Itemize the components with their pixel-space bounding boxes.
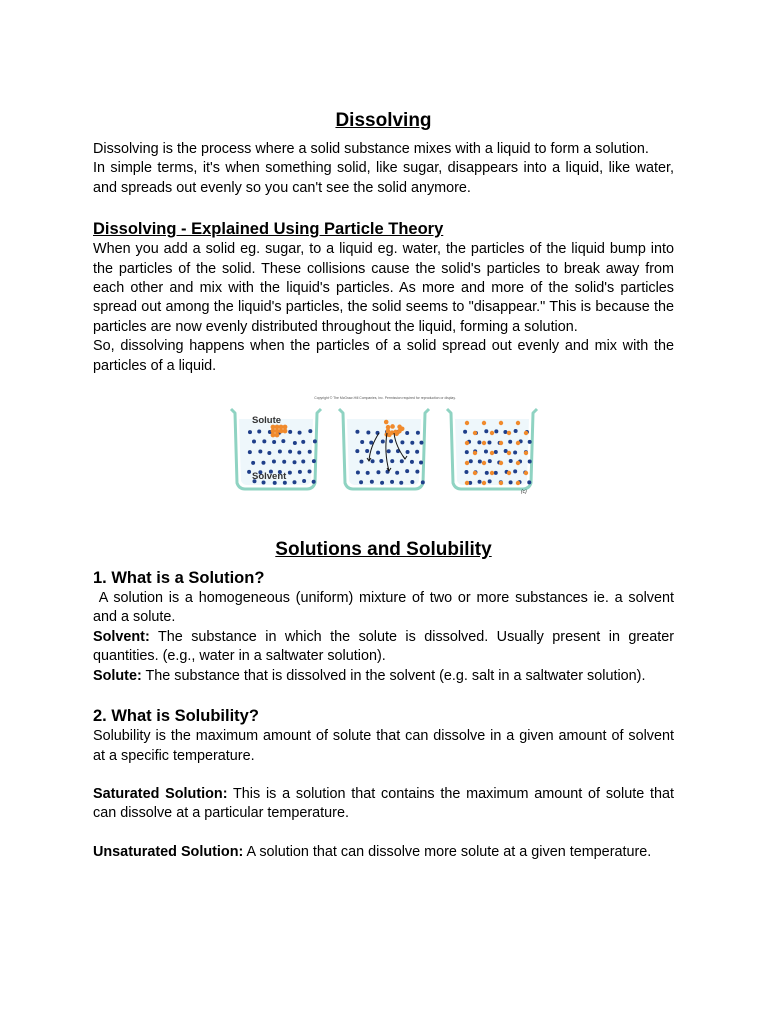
solvent-particle (405, 431, 409, 435)
solvent-particle (301, 440, 305, 444)
solvent-particle (288, 471, 292, 475)
solute-particle (482, 421, 486, 425)
solute-text: The substance that is dissolved in the solvent (e.g. salt in a saltwater solution). (141, 667, 646, 684)
solvent-particle (371, 459, 375, 463)
solvent-particle (399, 481, 403, 485)
solvent-particle (488, 479, 492, 483)
solvent-particle (469, 459, 473, 463)
solvent-particle (410, 460, 414, 464)
solvent-particle (380, 481, 384, 485)
solvent-particle (381, 440, 385, 444)
solvent-particle (410, 480, 414, 484)
solvent-particle (366, 471, 370, 475)
solvent-particle (390, 480, 394, 484)
solvent-particle (248, 430, 252, 434)
solvent-particle (478, 460, 482, 464)
title-solutions-solubility: Solutions and Solubility (275, 539, 492, 561)
solvent-particle (312, 459, 316, 463)
solute-particle (524, 431, 528, 435)
solute-particle (524, 471, 528, 475)
solvent-particle (293, 460, 297, 464)
solvent-particle (262, 439, 266, 443)
solvent-particle (419, 461, 423, 465)
solute-particle (465, 461, 469, 465)
solvent-particle (464, 470, 468, 474)
solvent-particle (272, 460, 276, 464)
unsaturated-definition (93, 843, 674, 862)
solvent-particle (258, 450, 262, 454)
solvent-particle (477, 440, 481, 444)
solvent-particle (509, 480, 513, 484)
solute-definition (93, 667, 674, 686)
heading-what-is-solution: 1. What is a Solution? (93, 569, 265, 588)
solvent-particle (366, 431, 370, 435)
saturated-term: Saturated Solution: (93, 785, 228, 802)
solvent-particle (494, 429, 498, 433)
solute-particle (465, 441, 469, 445)
solvent-particle (272, 440, 276, 444)
solvent-particle (360, 440, 364, 444)
solute-particle (516, 441, 520, 445)
solvent-particle (267, 451, 271, 455)
solvent-particle (494, 471, 498, 475)
solvent-particle (301, 460, 305, 464)
solvent-particle (376, 470, 380, 474)
solvent-particle (376, 451, 380, 455)
solvent-particle (379, 459, 383, 463)
solvent-particle (251, 461, 255, 465)
solute-particle (490, 451, 494, 455)
solvent-particle (359, 460, 363, 464)
solvent-particle (261, 461, 265, 465)
intro-paragraph-1: Dissolving is the process where a solid substance mixes with a liquid to form a solution. (93, 141, 649, 157)
solute-particle (499, 421, 503, 425)
solvent-particle (494, 450, 498, 454)
solvent-particle (297, 451, 301, 455)
solvent-particle (508, 440, 512, 444)
solvent-particle (405, 469, 409, 473)
solvent-particle (355, 430, 359, 434)
saturated-text: This is a solution that contains the maximum amount of solute that can dissolve at a particular temperature. (93, 785, 674, 822)
solvent-particle (376, 431, 380, 435)
solvent-particle (410, 441, 414, 445)
solvent-particle (248, 450, 252, 454)
solute-particle (473, 431, 477, 435)
solvent-particle (370, 480, 374, 484)
solvent-particle (298, 431, 302, 435)
solute-particle (384, 420, 389, 425)
solute-particle (473, 451, 477, 455)
solvent-particle (485, 471, 489, 475)
solvent-particle (509, 459, 513, 463)
unsaturated-term: Unsaturated Solution: (93, 843, 244, 860)
solubility-definition: Solubility is the maximum amount of solute that can dissolve in a given amount of solvent at a specific temperature. (93, 728, 674, 764)
solute-particle (390, 424, 395, 429)
intro-paragraph-2: In simple terms, it's when something solid, like sugar, disappears into a liquid, like water, and spreads out evenly so you can't see the solid anymore. (93, 160, 674, 196)
dissolving-figure (93, 387, 674, 537)
solvent-particle (302, 479, 306, 483)
solvent-term: Solvent: (93, 628, 150, 645)
solution-definition: A solution is a homogeneous (uniform) mixture of two or more substances ie. a solvent and a solute. (93, 590, 678, 626)
solute-particle (499, 441, 503, 445)
solvent-particle (416, 431, 420, 435)
solute-term: Solute: (93, 667, 142, 684)
solvent-particle (365, 449, 369, 453)
solute-particle (465, 421, 469, 425)
solute-particle (507, 431, 511, 435)
solvent-particle (415, 470, 419, 474)
solute-particle (490, 471, 494, 475)
solvent-particle (387, 449, 391, 453)
solvent-particle (308, 450, 312, 454)
solvent-particle (312, 480, 316, 484)
solvent-particle (514, 429, 518, 433)
title-dissolving: Dissolving (335, 110, 432, 131)
solvent-particle (419, 441, 423, 445)
solvent-particle (478, 480, 482, 484)
solute-particle (490, 431, 494, 435)
solvent-particle (282, 460, 286, 464)
solvent-particle (308, 470, 312, 474)
solute-particle (499, 461, 503, 465)
solvent-particle (298, 470, 302, 474)
solvent-text: The substance in which the solute is dissolved. Usually present in greater quantities. (e.g., water in a saltwater solution). (93, 628, 674, 665)
solvent-particle (292, 480, 296, 484)
solvent-particle (484, 429, 488, 433)
solvent-particle (356, 471, 360, 475)
solvent-particle (465, 450, 469, 454)
solvent-particle (488, 459, 492, 463)
solvent-particle (484, 450, 488, 454)
particle-theory-paragraph-1: When you add a solid eg. sugar, to a liquid eg. water, the particles of the liquid bump into the particles of the solid. These collisions cause the solid's particles to break away from each other and mix with the liquid's particles. As more and more of the solid's particles spread out among the liquid's particles, the solid seems to "disappear." This is because the particles are now evenly distributed throughout the liquid, forming a solution. (93, 241, 674, 335)
label-solute: Solute (252, 415, 282, 427)
solvent-particle (487, 441, 491, 445)
solvent-particle (288, 430, 292, 434)
solute-particle (516, 421, 520, 425)
saturated-definition (93, 785, 674, 824)
solvent-particle (527, 480, 531, 484)
solvent-particle (400, 440, 404, 444)
solvent-particle (528, 440, 532, 444)
beakers-illustration (225, 395, 545, 507)
solute-particle (516, 481, 520, 485)
solute-particle (397, 429, 402, 434)
solvent-particle (293, 441, 297, 445)
solute-particle (516, 461, 520, 465)
unsaturated-text: A solution that can dissolve more solute at a given temperature. (243, 843, 652, 860)
label-solvent: Solvent (252, 471, 287, 483)
solvent-particle (278, 450, 282, 454)
solvent-particle (415, 450, 419, 454)
solvent-particle (355, 449, 359, 453)
solute-particle (283, 429, 288, 434)
solvent-particle (513, 451, 517, 455)
solute-particle (386, 425, 391, 430)
solute-particle (499, 481, 503, 485)
solvent-particle (503, 430, 507, 434)
solvent-particle (406, 450, 410, 454)
solute-particle (482, 461, 486, 465)
solvent-particle (359, 480, 363, 484)
document-content (93, 108, 678, 862)
solute-particle (465, 481, 469, 485)
solvent-particle (252, 440, 256, 444)
solute-particle (507, 451, 511, 455)
solvent-particle (463, 430, 467, 434)
solvent-particle (395, 471, 399, 475)
solvent-particle (421, 480, 425, 484)
figure-copyright: Copyright © The McGraw-Hill Companies, Inc. Permission required for reproduction or display. (314, 396, 456, 401)
label-part-c: (c) (521, 489, 527, 496)
solvent-definition (93, 628, 674, 667)
solvent-particle (390, 459, 394, 463)
heading-particle-theory: Dissolving - Explained Using Particle Theory (93, 220, 444, 239)
solute-particle (507, 471, 511, 475)
solute-particle (473, 471, 477, 475)
particle-theory-paragraph-2: So, dissolving happens when the particles of a solid spread out evenly and mix with the particles of a liquid. (93, 338, 674, 374)
solvent-particle (308, 429, 312, 433)
solute-particle (482, 481, 486, 485)
solute-particle (524, 451, 528, 455)
solvent-particle (389, 439, 393, 443)
heading-what-is-solubility: 2. What is Solubility? (93, 707, 259, 726)
solvent-particle (528, 460, 532, 464)
solvent-particle (288, 450, 292, 454)
solute-particle (275, 433, 280, 438)
solvent-particle (400, 459, 404, 463)
solvent-particle (257, 430, 261, 434)
solvent-particle (247, 470, 251, 474)
solvent-particle (313, 439, 317, 443)
solvent-particle (281, 439, 285, 443)
solute-particle (482, 441, 486, 445)
solvent-particle (513, 469, 517, 473)
